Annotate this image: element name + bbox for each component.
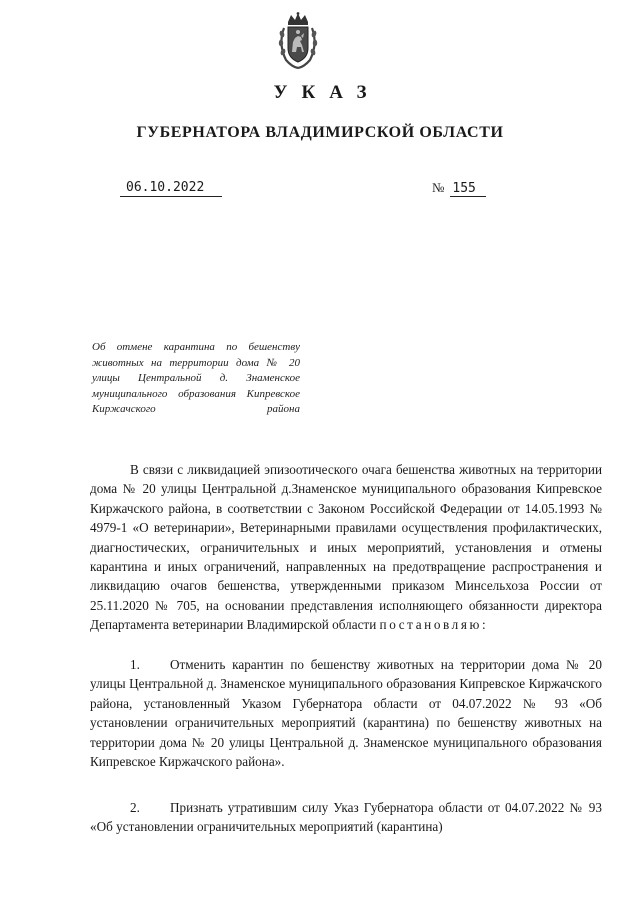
preamble-text: В связи с ликвидацией эпизоотического очага бешенства животных на территории дома № 20 улицы Центральной д.Знаменское муниципального образования Кипревское Киржачского района, в соответствии с Законом Российской Федерации от 14.05.1993 № 4979-1 «О ветеринарии», Ветеринарными правилами осуществления профилактических, диагностических, ограничительных и иных мероприятий, установления и отмены карантина и иных ограничений, направленных на предотвращение распространения и ликвидацию очагов бешенства, утвержденными приказом Минсельхоза России от 25.11.2020 № 705, на основании представления исполняющего обязанности директора Департамента ветеринарии Владимирской области <box>90 462 602 633</box>
list-item-text: Признать утратившим силу Указ Губернатора области от 04.07.2022 № 93 «Об установлении ограничительных мероприятий (карантина) <box>90 800 602 835</box>
list-item-number: 1. <box>130 657 140 672</box>
resolve-word: постановляю: <box>379 617 489 633</box>
preamble-paragraph <box>90 460 602 635</box>
number-value: 155 <box>450 181 486 197</box>
document-date: 06.10.2022 <box>120 180 222 197</box>
list-item <box>90 655 602 771</box>
number-sign: № <box>432 180 445 195</box>
document-subject: Об отмене карантина по бешенству животных на территории дома № 20 улицы Центральной д. Знаменское муниципального образования Кипревское Киржачского района <box>92 341 300 416</box>
list-item-number: 2. <box>130 800 140 815</box>
document-type-title: УКАЗ <box>273 82 381 103</box>
coat-of-arms-icon <box>276 12 320 70</box>
document-number <box>432 180 486 197</box>
issuer-title: ГУБЕРНАТОРА ВЛАДИМИРСКОЙ ОБЛАСТИ <box>136 124 504 141</box>
list-item <box>90 798 602 837</box>
list-item-text: Отменить карантин по бешенству животных на территории дома № 20 улицы Центральной д. Знаменское муниципального образования Кипревское Киржачского района, установленный Указом Губернатора области от 04.07.2022 № 93 «Об установлении ограничительных мероприятий (карантина) по бешенству животных на территории дома № 20 улицы Центральной д. Знаменское муниципального образования Кипревское Киржачского района». <box>90 657 602 770</box>
